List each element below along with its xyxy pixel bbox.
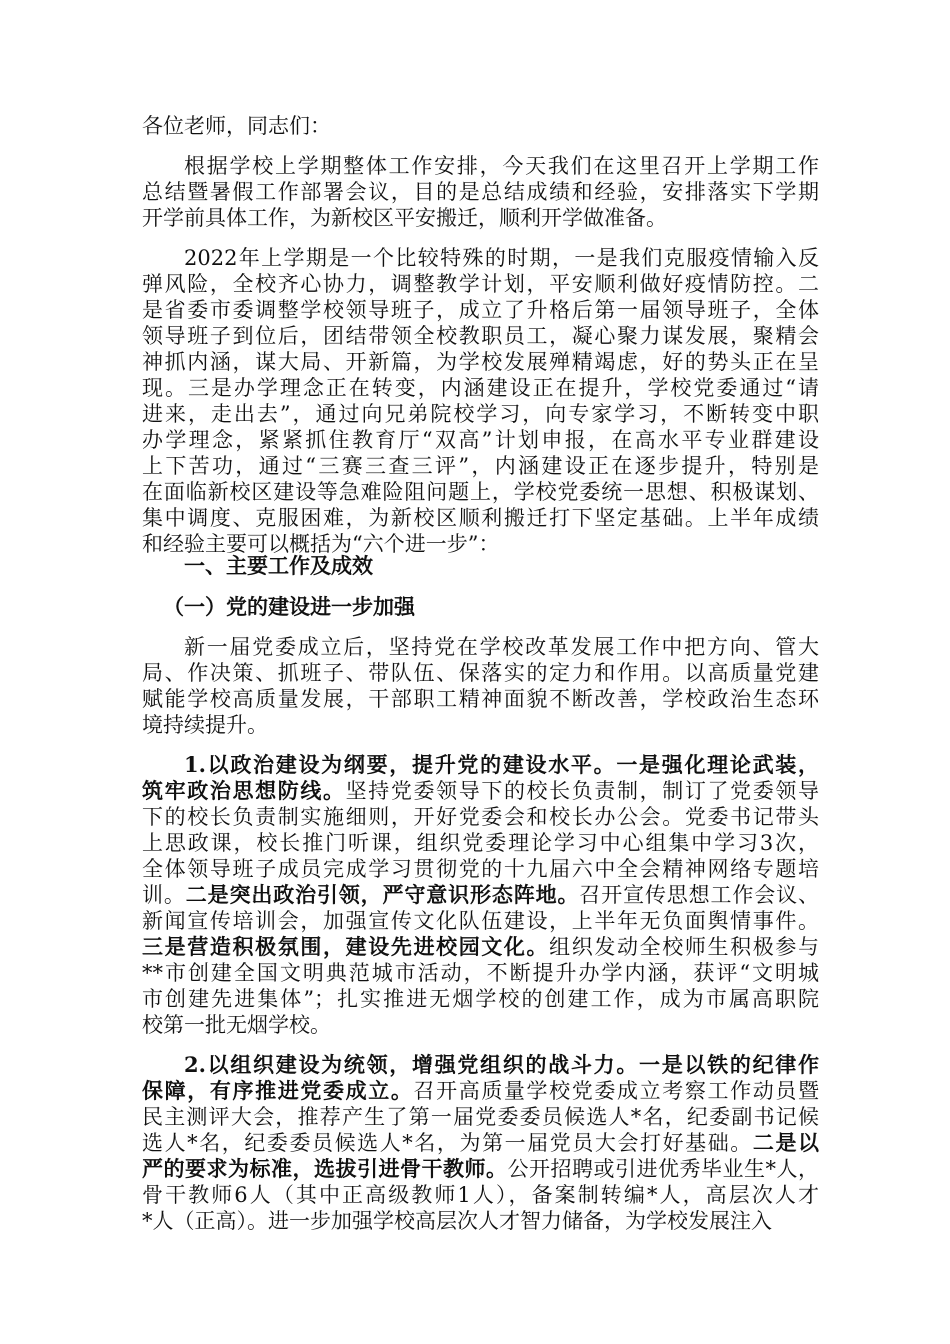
text-line: [142, 1182, 819, 1208]
text-run: 弹风险，全校齐心协力，调整教学计划，平安顺利做好疫情防控。二: [142, 272, 819, 296]
text-line: [142, 1052, 819, 1078]
text-run: 境持续提升。: [142, 713, 268, 737]
text-run: 开学前具体工作，为新校区平安搬迁，顺利开学做准备。: [142, 206, 667, 230]
salutation: [142, 113, 819, 139]
text-run: 选人*名，纪委委员候选人*名，为第一届党员大会打好基础。: [142, 1131, 753, 1155]
text-run: 新一届党委成立后，坚持党在学校改革发展工作中把方向、管大: [184, 635, 819, 659]
text-line: [142, 1130, 819, 1156]
text-line: [142, 271, 819, 297]
text-line: [142, 245, 819, 271]
text-line: [142, 856, 819, 882]
text-line: [142, 427, 819, 453]
text-run: *人（正高）。进一步加强学校高层次人才智力储备，为学校发展注入: [142, 1209, 772, 1233]
text-run: 赋能学校高质量发展，干部职工精神面貌不断改善，学校政治生态环: [142, 687, 819, 711]
text-run: **市创建全国文明典范城市活动，不断提升办学内涵，获评“文明城: [142, 961, 819, 985]
body-paragraph: [142, 1052, 819, 1234]
text-line: [142, 349, 819, 375]
text-run: 神抓内涵，谋大局、开新篇，为学校发展殚精竭虑，好的势头正在呈: [142, 350, 819, 374]
text-run: 坚持党委领导下的校长负责制，制订了党委领导: [345, 779, 820, 803]
text-line: [142, 752, 819, 778]
body-paragraph: [142, 634, 819, 738]
text-line: [142, 634, 819, 660]
bold-text: 严的要求为标准，选拔引进骨干教师。: [142, 1156, 508, 1181]
text-run: 骨干教师6人（其中正高级教师1人），备案制转编*人，高层次人才: [142, 1183, 819, 1207]
bold-text: 一、主要工作及成效: [184, 553, 373, 578]
text-line: [142, 934, 819, 960]
text-line: [142, 297, 819, 323]
bold-text: （一）党的建设进一步加强: [163, 594, 415, 619]
text-line: [142, 660, 819, 686]
text-line: [142, 1104, 819, 1130]
text-run: 训。: [142, 883, 186, 907]
text-line: [142, 908, 819, 934]
text-run: 根据学校上学期整体工作安排，今天我们在这里召开上学期工作: [184, 154, 819, 178]
text-line: [142, 804, 819, 830]
text-line: [142, 830, 819, 856]
text-run: 进来，走出去”，通过向兄弟院校学习，向专家学习，不断转变中职: [142, 402, 819, 426]
text-run: 市创建先进集体”；扎实推进无烟学校的创建工作，成为市属高职院: [142, 987, 819, 1011]
document-body: [142, 113, 819, 1234]
text-run: 民主测评大会，推荐产生了第一届党委委员候选人*名，纪委副书记候: [142, 1105, 819, 1129]
text-run: 各位老师，同志们：: [142, 114, 331, 138]
text-run: 校第一批无烟学校。: [142, 1013, 331, 1037]
bold-text: 2.以组织建设为统领，增强党组织的战斗力。一是以铁的纪律作: [184, 1052, 819, 1077]
text-line: [142, 179, 819, 205]
text-line: [142, 1012, 819, 1038]
text-line: [142, 153, 819, 179]
text-run: 办学理念，紧紧抓住教育厅“双高”计划申报，在高水平专业群建设: [142, 428, 819, 452]
text-run: 总结暨暑假工作部署会议，目的是总结成绩和经验，安排落实下学期: [142, 180, 819, 204]
text-line: [142, 882, 819, 908]
text-run: 是省委市委调整学校领导班子，成立了升格后第一届领导班子，全体: [142, 298, 819, 322]
text-run: 召开宣传思想工作会议、: [579, 883, 820, 907]
body-paragraph: [142, 153, 819, 231]
text-run: 下的校长负责制实施细则，开好党委会和校长办公会。党委书记带头: [142, 805, 819, 829]
text-line: [142, 401, 819, 427]
text-run: 公开招聘或引进优秀毕业生*人，: [507, 1157, 819, 1181]
text-line: [142, 505, 819, 531]
text-run: 2022年上学期是一个比较特殊的时期，一是我们克服疫情输入反: [184, 246, 819, 270]
text-run: 上思政课，校长推门听课，组织党委理论学习中心组集中学习3次，: [142, 831, 819, 855]
text-line: [142, 479, 819, 505]
text-run: 组织发动全校师生积极参与: [549, 935, 819, 959]
text-run: 新闻宣传培训会，加强宣传文化队伍建设，上半年无负面舆情事件。: [142, 909, 819, 933]
text-run: 局、作决策、抓班子、带队伍、保落实的定力和作用。以高质量党建: [142, 661, 819, 685]
text-line: [142, 1156, 819, 1182]
text-run: 全体领导班子成员完成学习贯彻党的十九届六中全会精神网络专题培: [142, 857, 819, 881]
text-line: [142, 453, 819, 479]
text-line: [142, 960, 819, 986]
text-run: 集中调度、克服困难，为新校区顺利搬迁打下坚定基础。上半年成绩: [142, 506, 819, 530]
text-line: [142, 986, 819, 1012]
bold-text: 二是以: [752, 1130, 820, 1155]
text-run: 和经验主要可以概括为“六个进一步”：: [142, 532, 500, 556]
body-paragraph: [142, 752, 819, 1038]
bold-text: 三是营造积极氛围，建设先进校园文化。: [142, 934, 550, 959]
bold-text: 筑牢政治思想防线。: [142, 778, 346, 803]
text-line: [142, 323, 819, 349]
text-run: 上下苦功，通过“三赛三查三评”，内涵建设正在逐步提升，特别是: [142, 454, 819, 478]
text-line: [142, 594, 819, 620]
bold-text: 保障，有序推进党委成立。: [142, 1078, 414, 1103]
text-run: 领导班子到位后，团结带领全校教职员工，凝心聚力谋发展，聚精会: [142, 324, 819, 348]
text-line: [142, 686, 819, 712]
text-run: 召开高质量学校党委成立考察工作动员暨: [413, 1079, 820, 1103]
text-line: [142, 375, 819, 401]
text-line: [142, 205, 819, 231]
text-line: [142, 712, 819, 738]
text-line: [142, 778, 819, 804]
subsection-heading: [142, 594, 819, 620]
bold-text: 1.以政治建设为纲要，提升党的建设水平。一是强化理论武装，: [184, 752, 819, 777]
text-run: 现。三是办学理念正在转变，内涵建设正在提升，学校党委通过“请: [142, 376, 819, 400]
bold-text: 二是突出政治引领，严守意识形态阵地。: [185, 882, 580, 907]
text-line: [142, 1078, 819, 1104]
body-paragraph: [142, 245, 819, 557]
text-line: [142, 1208, 819, 1234]
text-run: 在面临新校区建设等急难险阻问题上，学校党委统一思想、积极谋划、: [142, 480, 819, 504]
text-line: [142, 113, 819, 139]
